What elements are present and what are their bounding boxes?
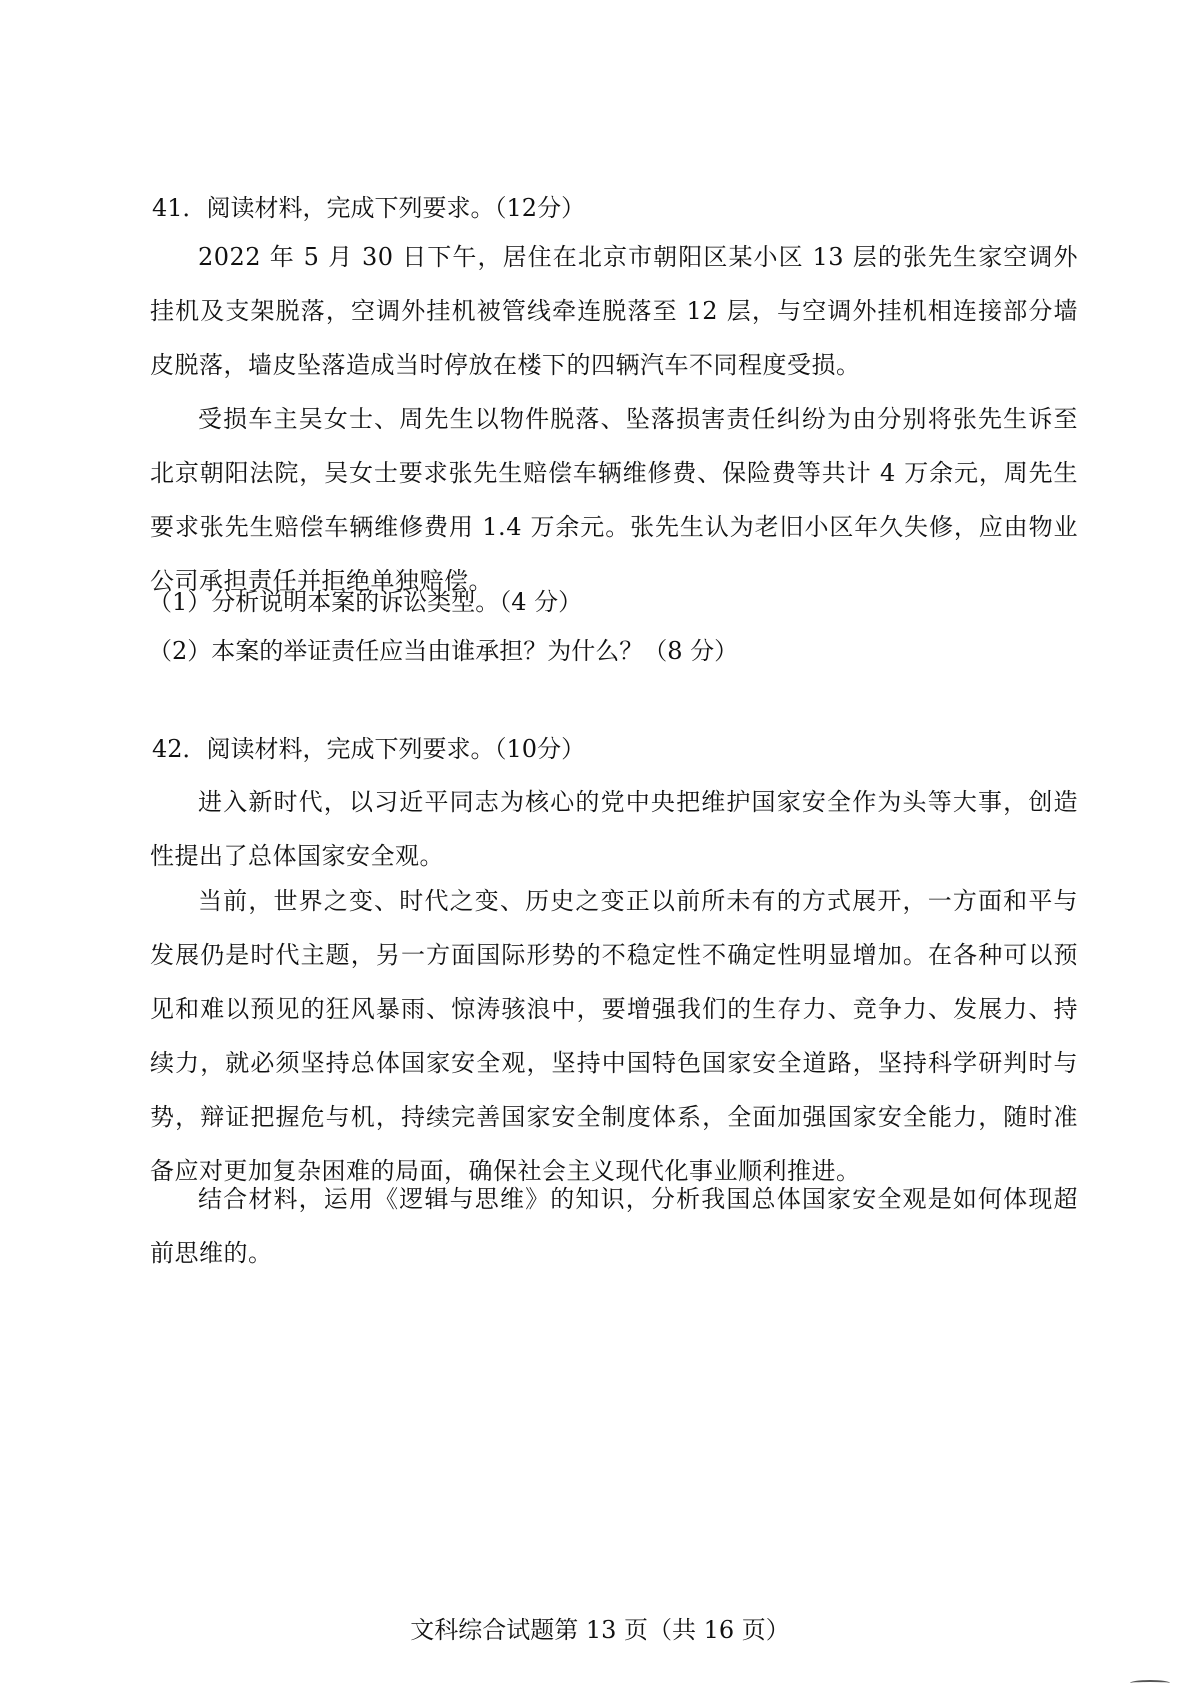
question-42-material-paragraph-2: 当前，世界之变、时代之变、历史之变正以前所未有的方式展开，一方面和平与发展仍是时代主题，另一方面国际形势的不稳定性不确定性明显增加。在各种可以预见和难以预见的狂风暴雨、惊涛骇浪中，要增强我们的生存力、竞争力、发展力、持续力，就必须坚持总体国家安全观，坚持中国特色国家安全道路，坚持科学研判时与势，辩证把握危与机，持续完善国家安全制度体系，全面加强国家安全能力，随时准备应对更加复杂困难的局面，确保社会主义现代化事业顺利推进。	[150, 887, 1078, 1185]
scan-corner-mark	[1130, 1680, 1170, 1686]
question-41-material-paragraph-2: 受损车主吴女士、周先生以物件脱落、坠落损害责任纠纷为由分别将张先生诉至北京朝阳法院，吴女士要求张先生赔偿车辆维修费、保险费等共计 4 万余元，周先生要求张先生赔偿车辆维修费用 1.4 万余元。张先生认为老旧小区年久失修，应由物业公司承担责任并拒绝单独赔偿。	[150, 405, 1078, 595]
question-42-requirement: 结合材料，运用《逻辑与思维》的知识，分析我国总体国家安全观是如何体现超前思维的。	[150, 1185, 1078, 1267]
question-42-heading: 42．阅读材料，完成下列要求。（10分）	[152, 735, 586, 763]
question-41-material-paragraph-1: 2022 年 5 月 30 日下午，居住在北京市朝阳区某小区 13 层的张先生家空调外挂机及支架脱落，空调外挂机被管线牵连脱落至 12 层，与空调外挂机相连接部分墙皮脱落，墙皮坠落造成当时停放在楼下的四辆汽车不同程度受损。	[150, 243, 1078, 379]
question-41-subquestion-1: （1）分析说明本案的诉讼类型。（4 分）	[148, 588, 583, 616]
page-footer: 文科综合试题第 13 页（共 16 页）	[410, 1616, 790, 1644]
question-42-material-paragraph-1: 进入新时代，以习近平同志为核心的党中央把维护国家安全作为头等大事，创造性提出了总体国家安全观。	[150, 788, 1078, 870]
question-41-subquestion-2: （2）本案的举证责任应当由谁承担？为什么？（8 分）	[148, 637, 739, 665]
question-41-heading: 41．阅读材料，完成下列要求。（12分）	[152, 194, 586, 222]
